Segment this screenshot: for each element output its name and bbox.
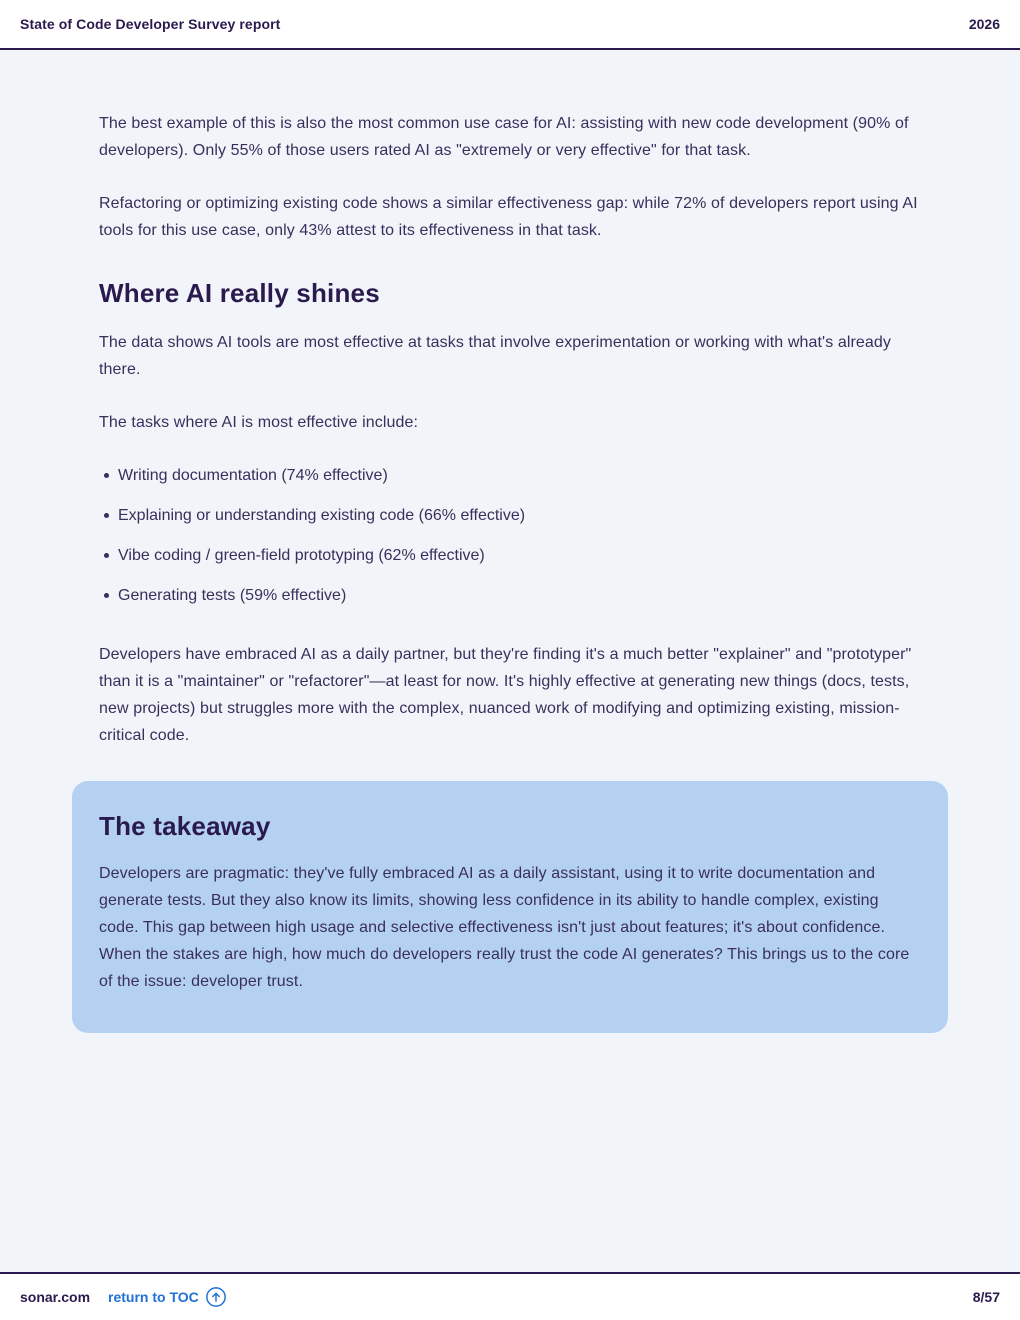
list-item: Generating tests (59% effective) (99, 582, 920, 609)
body-paragraph: The best example of this is also the most common use case for AI: assisting with new code development (90% of developers). Only 55% of those users rated AI as "extremely or very effective" for that task. (99, 115, 909, 159)
takeaway-callout (72, 781, 948, 1033)
page-header (0, 0, 1020, 50)
section-heading: Where AI really shines (99, 278, 380, 308)
list-item: Explaining or understanding existing code (66% effective) (99, 502, 920, 529)
report-title: State of Code Developer Survey report (20, 16, 281, 32)
return-to-toc-label: return to TOC (108, 1289, 199, 1305)
takeaway-body: Developers are pragmatic: they've fully embraced AI as a daily assistant, using it to write documentation and generate tests. But they also know its limits, showing less confidence in its ability to handle complex, existing code. This gap between high usage and selective effectiveness isn't just about features; it's about confidence. When the stakes are high, how much do developers really trust the code AI generates? This brings us to the core of the issue: developer trust. (99, 865, 910, 990)
up-arrow-circle-icon (205, 1286, 227, 1308)
body-paragraph: Developers have embraced AI as a daily partner, but they're finding it's a much better "explainer" and "prototyper" than it is a "maintainer" or "refactorer"—at least for now. It's highly effective at generating new things (docs, tests, new projects) but struggles more with the complex, nuanced work of modifying and optimizing existing, mission-critical code. (99, 646, 912, 744)
page-number: 8/57 (972, 1289, 1000, 1305)
return-to-toc-link[interactable] (108, 1286, 227, 1308)
page-content (0, 50, 1020, 1272)
list-intro: The tasks where AI is most effective include: (99, 414, 419, 431)
effective-tasks-list (99, 462, 920, 609)
page-footer (0, 1272, 1020, 1320)
body-paragraph: Refactoring or optimizing existing code shows a similar effectiveness gap: while 72% of developers report using AI tools for this use case, only 43% attest to its effectiveness in that task. (99, 195, 918, 239)
site-link[interactable]: sonar.com (20, 1289, 91, 1305)
report-year: 2026 (968, 16, 1000, 32)
takeaway-heading: The takeaway (99, 811, 271, 841)
body-paragraph: The data shows AI tools are most effective at tasks that involve experimentation or working with what's already there. (99, 334, 892, 378)
list-item: Vibe coding / green-field prototyping (62% effective) (99, 542, 920, 569)
list-item: Writing documentation (74% effective) (99, 462, 920, 489)
